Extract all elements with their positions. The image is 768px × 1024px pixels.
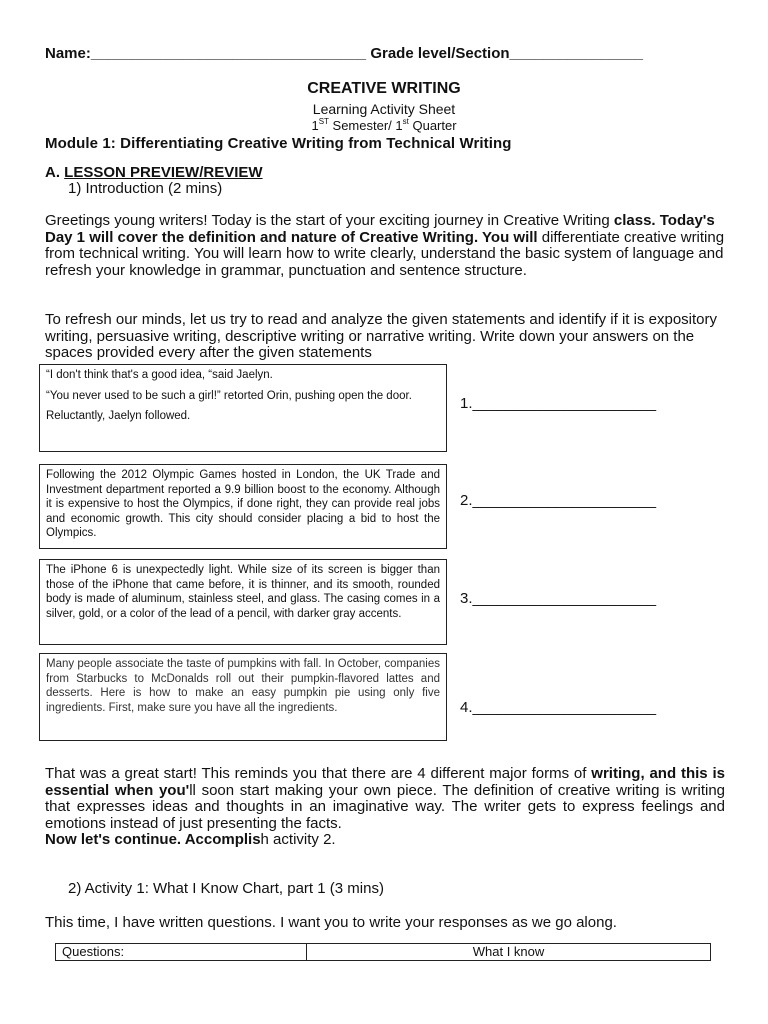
activity-item: 2) Activity 1: What I Know Chart, part 1 (3 mins) [68, 880, 384, 897]
section-a-heading: A. LESSON PREVIEW/REVIEW [45, 164, 263, 181]
answer-blank-2[interactable]: 2.______________________ [460, 492, 657, 509]
forms-paragraph: That was a great start! This reminds you that there are 4 different major forms of writing, and this is essential when you'll soon start making your own piece. The definition of creative writing is writing that expresses ideas and thoughts in an imaginative way. The writer gets to express feelings and emotions instead of just presenting the facts. Now let's continue. Accomplish activity 2. [45, 765, 726, 848]
name-grade-line[interactable]: Name:_________________________________ Grade level/Section________________ [45, 45, 644, 62]
semester-quarter: 1ST Semester/ 1st Quarter [311, 117, 457, 133]
questions-instruction: This time, I have written questions. I want you to write your responses as we go along. [45, 914, 617, 931]
answer-blank-4[interactable]: 4.______________________ [460, 699, 657, 716]
statement-box-3: The iPhone 6 is unexpectedly light. While size of its screen is bigger than those of the iPhone that came before, it is thinner, and its smooth, rounded body is made of aluminum, stainless steel, and glass. The casing comes in a silver, gold, or a color of the lead of a pencil, with darker gray accents. [39, 559, 447, 645]
module-heading: Module 1: Differentiating Creative Writing from Technical Writing [45, 135, 512, 152]
introduction-item: 1) Introduction (2 mins) [68, 180, 223, 197]
answer-blank-1[interactable]: 1.______________________ [460, 395, 657, 412]
greeting-paragraph: Greetings young writers! Today is the start of your exciting journey in Creative Writing class. Today's Day 1 will cover the definition and nature of Creative Writing. You will differentiate creative writing from technical writing. You will learn how to write clearly, understand the basic system of language and refresh your knowledge in grammar, punctuation and sentence structure. [45, 212, 725, 279]
what-i-know-table [55, 943, 711, 961]
statement-box-2: Following the 2012 Olympic Games hosted in London, the UK Trade and Investment department reported a 9.9 billion boost to the economy. Although it is expensive to host the Olympics, if done right, they can provide real jobs and economic growth. This city should consider placing a bid to host the Olympics. [39, 464, 447, 549]
document-subtitle: Learning Activity Sheet [312, 101, 456, 117]
what-i-know-header: What I know [307, 944, 711, 961]
questions-header: Questions: [56, 944, 307, 961]
statement-box-4: Many people associate the taste of pumpkins with fall. In October, companies from Starbucks to McDonalds roll out their pumpkin-flavored lattes and desserts. Here is how to make an easy pumpkin pie using only five ingredients. First, make sure you have all the ingredients. [39, 653, 447, 741]
instruction-paragraph: To refresh our minds, let us try to read and analyze the given statements and identify if it is expository writing, persuasive writing, descriptive writing or narrative writing. Write down your answers on the spaces provided every after the given statements [45, 311, 718, 361]
answer-blank-3[interactable]: 3.______________________ [460, 590, 657, 607]
document-title: CREATIVE WRITING [307, 80, 461, 97]
statement-box-1: “I don't think that's a good idea, “said Jaelyn. “You never used to be such a girl!” retorted Orin, pushing open the door. Reluctantly, Jaelyn followed. [39, 364, 447, 452]
